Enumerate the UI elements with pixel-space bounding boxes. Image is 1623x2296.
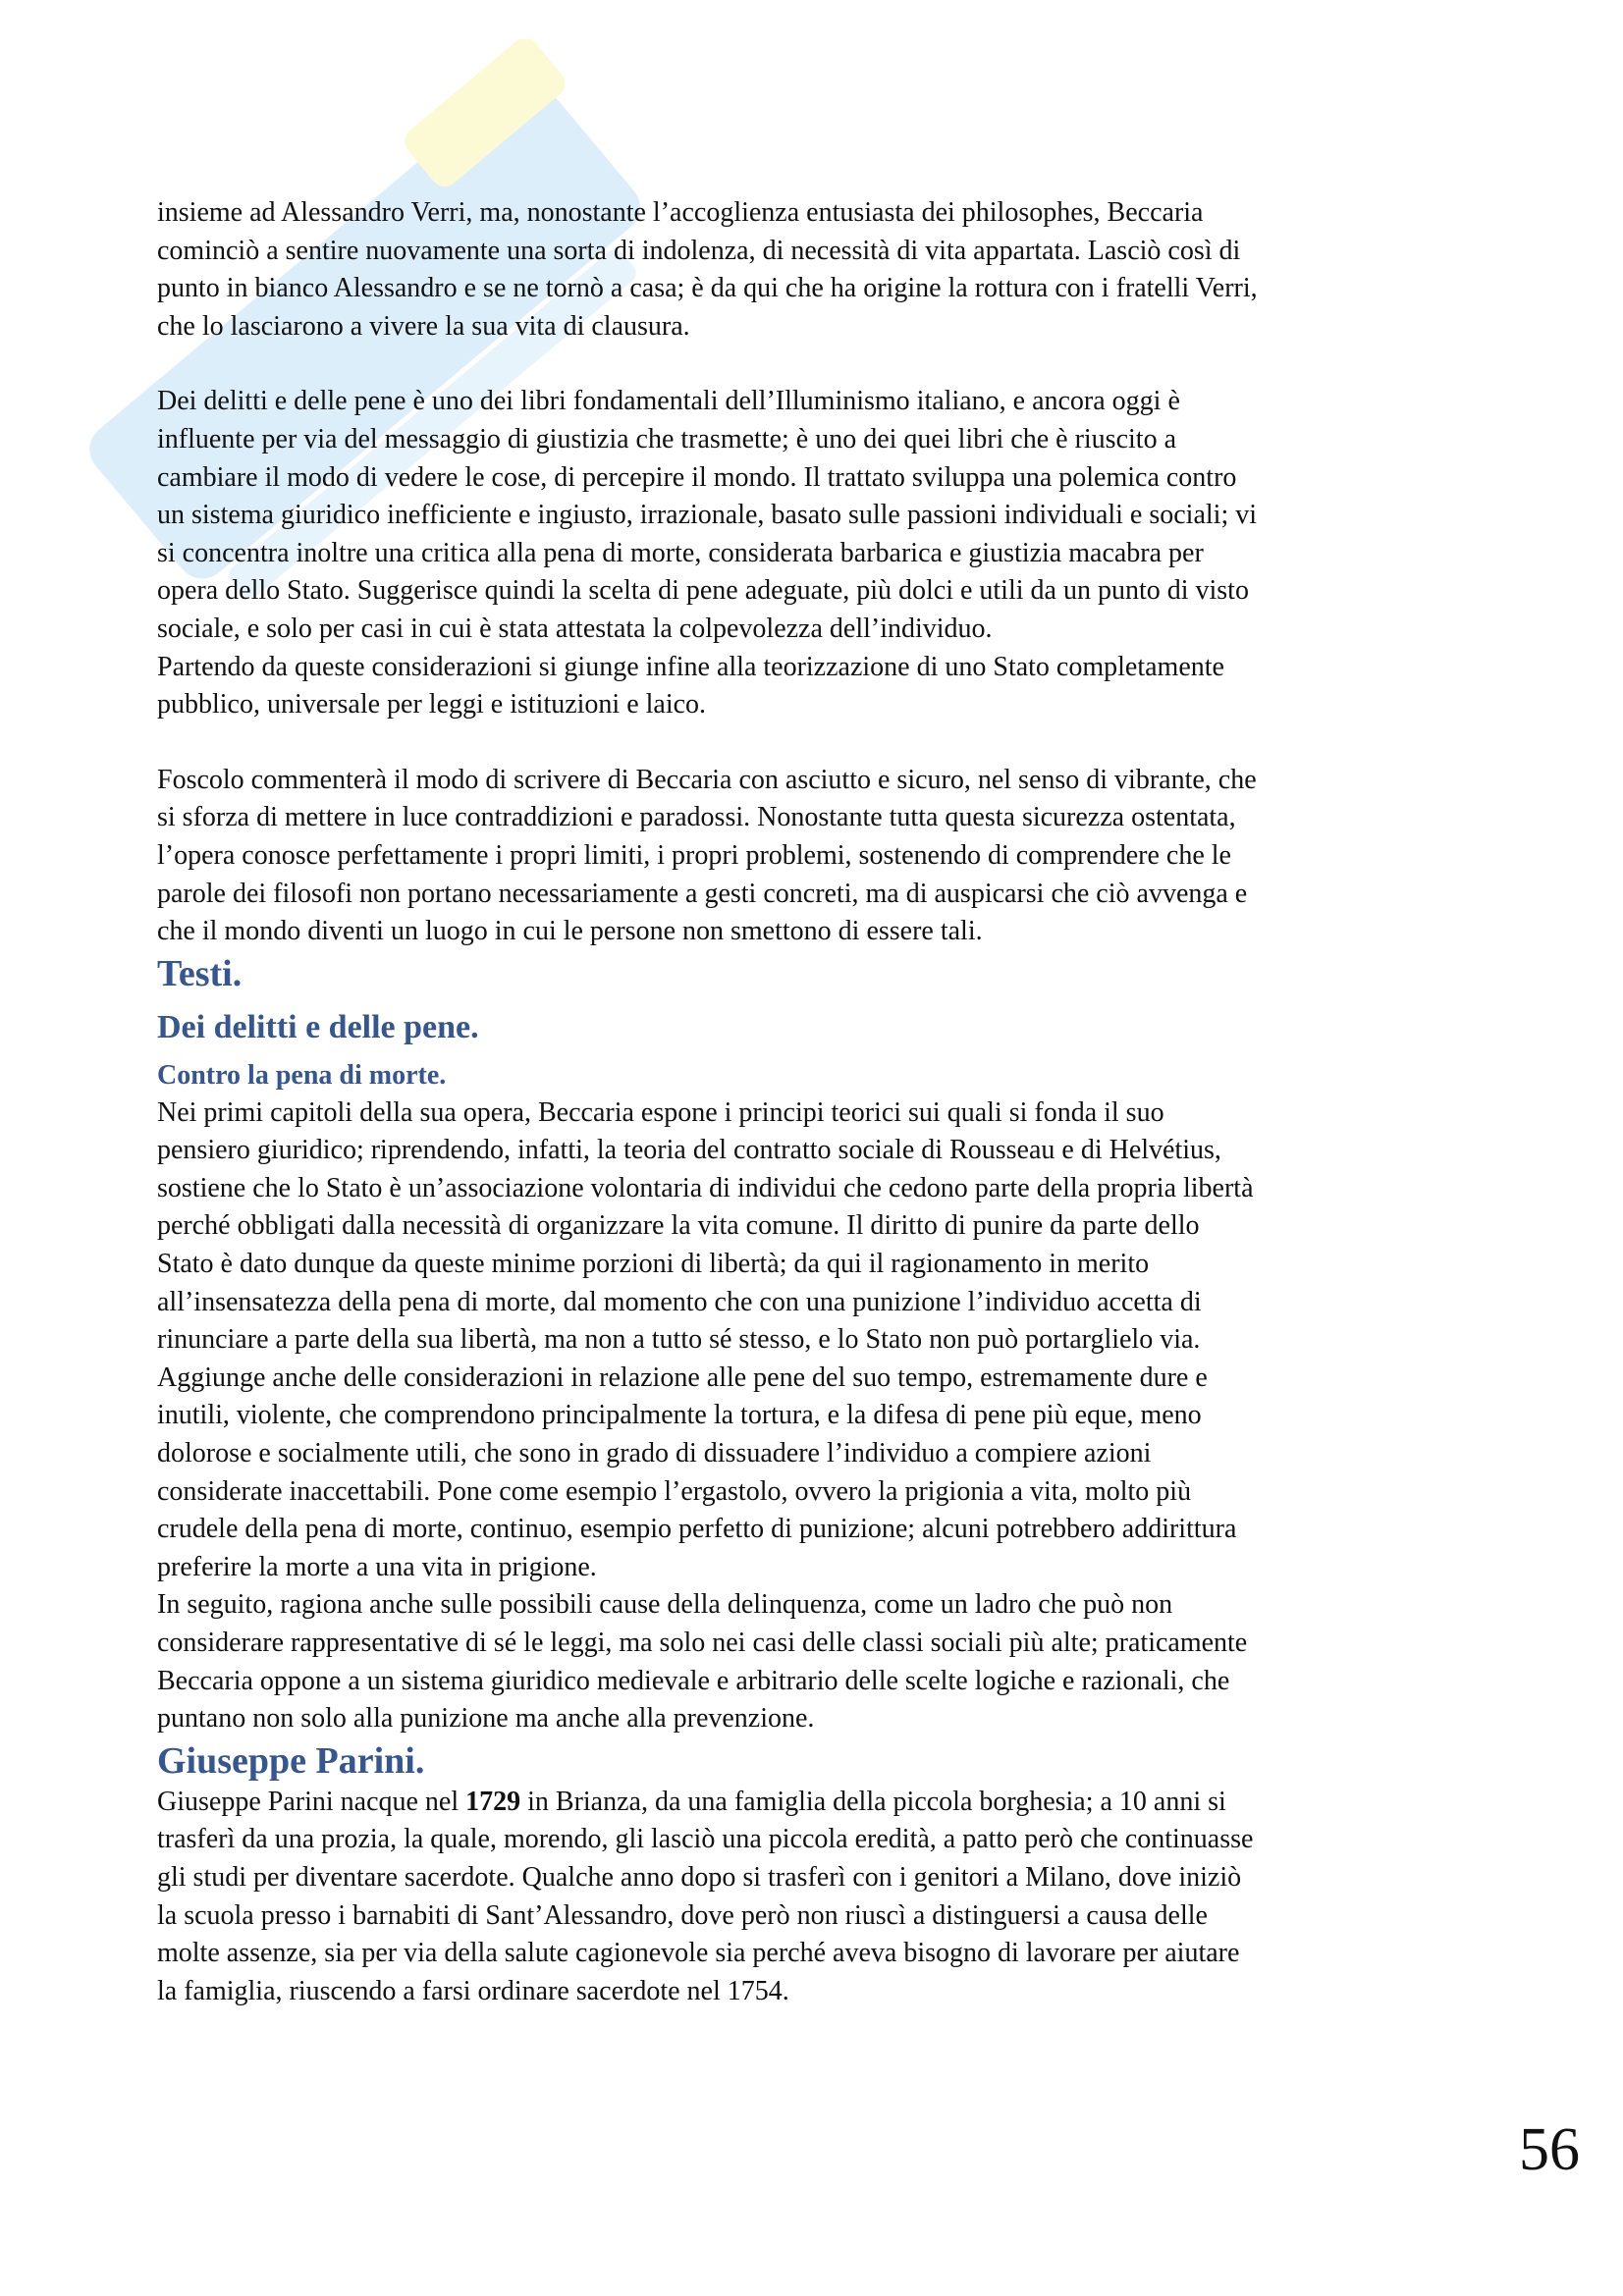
page-number: 56 [1519,2116,1580,2183]
parini-text-rest: in Brianza, da una famiglia della piccola borghesia; a 10 anni si trasferì da una prozia, la quale, morendo, gli lasciò una piccola eredità, a patto però che continuasse gli studi per diventare sacerdote. Qualche anno dopo si trasferì con i genitori a Milano, dove iniziò la scuola presso i barnabiti di Sant’Alessandro, dove però non riuscì a distinguersi a causa delle molte assenze, sia per via della salute cagionevole sia perché aveva bisogno di lavorare per aiutare la famiglia, riuscendo a farsi ordinare sacerdote nel 1754. [157,1786,1254,2006]
page-content [157,194,1483,2010]
parini-text-start: Giuseppe Parini nacque nel [157,1786,466,1817]
heading-testi: Testi. [157,952,243,994]
paragraph-parini-bio [157,1784,1483,2011]
parini-birth-year: 1729 [465,1786,521,1817]
heading-parini: Giuseppe Parini. [157,1739,425,1782]
heading-dei-delitti: Dei delitti e delle pene. [157,1008,479,1045]
heading-contro-pena: Contro la pena di morte. [157,1059,447,1091]
paragraph-verri-rupture: insieme ad Alessandro Verri, ma, nonostante l’accoglienza entusiasta dei philosophes, Beccaria cominciò a sentire nuovamente una sorta di indolenza, di necessità di vita appartata. Lasciò così di punto in bianco Alessandro e se ne tornò a casa; è da qui che ha origine la rottura con i fratelli Verri, che lo lasciarono a vivere la sua vita di clausura. [157,197,1258,342]
paragraph-contro-pena-text: Nei primi capitoli della sua opera, Beccaria espone i principi teorici sui quali si fonda il suo pensiero giuridico; riprendendo, infatti, la teoria del contratto sociale di Rousseau e di Helvétius, sostiene che lo Stato è un’associazione volontaria di individui che cedono parte della propria libertà perché obbligati dalla necessità di organizzare la vita comune. Il diritto di punire da parte dello Stato è dato dunque da queste minime porzioni di libertà; da qui il ragionamento in merito all’insensatezza della pena di morte, dal momento che con una punizione l’individuo accetta di rinunciare a parte della sua libertà, ma non a tutto sé stesso, e lo Stato non può portarglielo via. Aggiunge anche delle considerazioni in relazione alle pene del suo tempo, estremamente dure e inutili, violente, che comprendono principalmente la tortura, e la difesa di pene più eque, meno dolorose e socialmente utili, che sono in grado di dissuadere l’individuo a compiere azioni considerate inaccettabili. Pone come esempio l’ergastolo, ovvero la prigionia a vita, molto più crudele della pena di morte, continuo, esempio perfetto di punizione; alcuni potrebbero addirittura preferire la morte a una vita in prigione. In seguito, ragiona anche sulle possibili cause della delinquenza, come un ladro che può non considerare rappresentative di sé le leggi, ma solo nei casi delle classi sociali più alte; praticamente Beccaria oppone a un sistema giuridico medievale e arbitrario delle scelte logiche e razionali, che puntano non solo alla punizione ma anche alla prevenzione. [157,1096,1254,1735]
paragraph-foscolo-comment: Foscolo commenterà il modo di scrivere di Beccaria con asciutto e sicuro, nel senso di vibrante, che si sforza di mettere in luce contraddizioni e paradossi. Nonostante tutta questa sicurezza ostentata, l’opera conosce perfettamente i propri limiti, i propri problemi, sostenendo di comprendere che le parole dei filosofi non portano necessariamente a gesti concreti, ma di auspicarsi che ciò avvenga e che il mondo diventi un luogo in cui le persone non smettono di essere tali. [157,764,1257,947]
paragraph-dei-delitti-overview: Dei delitti e delle pene è uno dei libri fondamentali dell’Illuminismo italiano, e ancora oggi è influente per via del messaggio di giustizia che trasmette; è uno dei quei libri che è riuscito a cambiare il modo di vedere le cose, di percepire il mondo. Il trattato sviluppa una polemica contro un sistema giuridico inefficiente e ingiusto, irrazionale, basato sulle passioni individuali e sociali; vi si concentra inoltre una critica alla pena di morte, considerata barbarica e giustizia macabra per opera dello Stato. Suggerisce quindi la scelta di pene adeguate, più dolci e utili da un punto di visto sociale, e solo per casi in cui è stata attestata la colpevolezza dell’individuo. Partendo da queste considerazioni si giunge infine alla teorizzazione di uno Stato completamente pubblico, universale per leggi e istituzioni e laico. [157,386,1257,721]
